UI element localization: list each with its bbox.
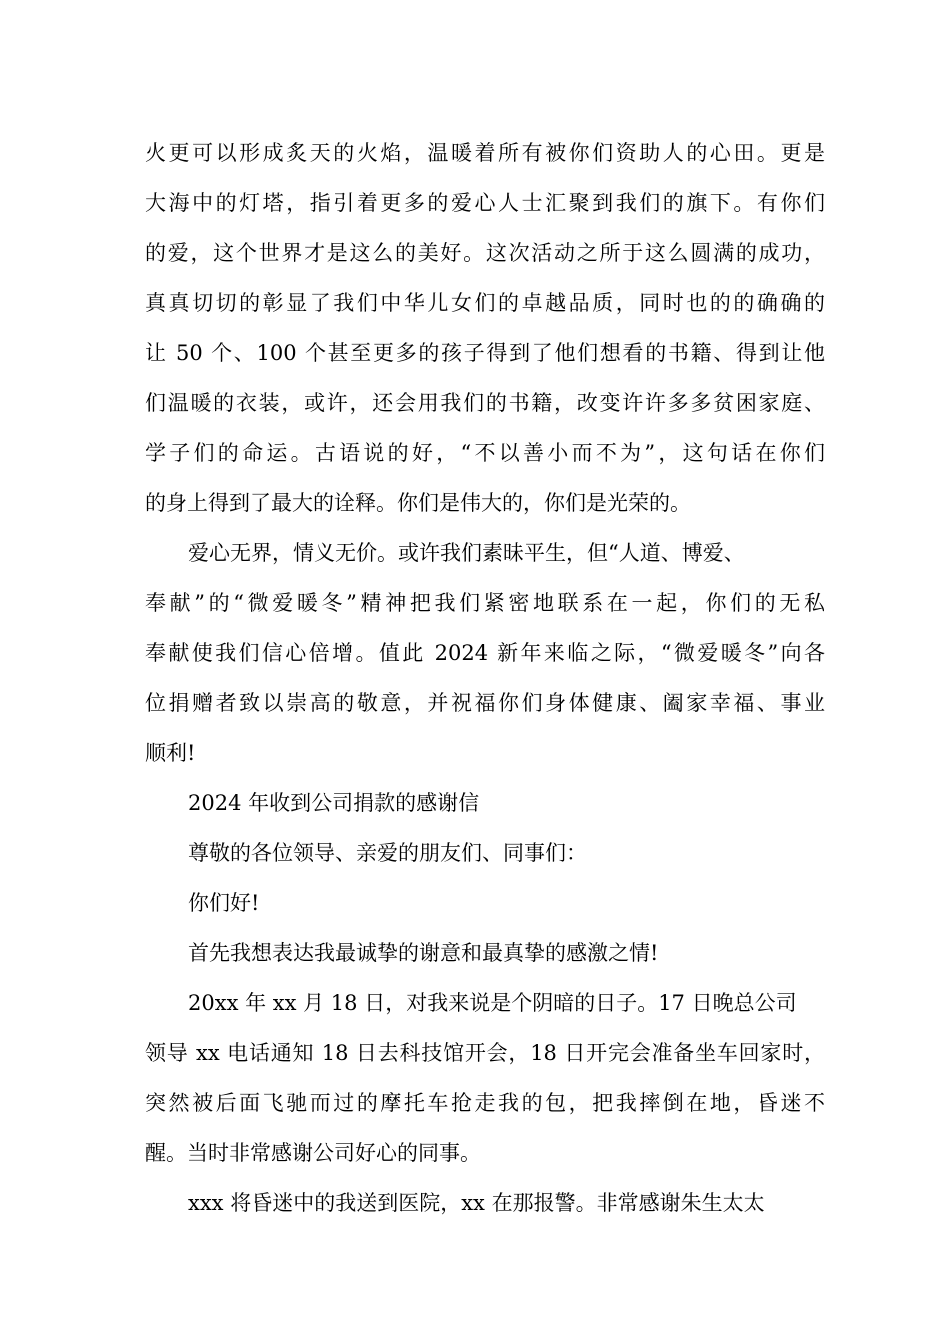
text-line: 大海中的灯塔，指引着更多的爱心人士汇聚到我们的旗下。有你们 [145,191,825,215]
letter-greeting: 你们好! [188,891,260,915]
text-line: 首先我想表达我最诚挚的谢意和最真挚的感激之情! [188,941,659,965]
text-line: 奉献使我们信心倍增。值此 2024 新年来临之际，“微爱暖冬”向各 [145,641,825,665]
text-line: 的身上得到了最大的诠释。你们是伟大的，你们是光荣的。 [145,491,691,515]
text-line: 20xx 年 xx 月 18 日，对我来说是个阴暗的日子。17 日晚总公司 [188,991,797,1015]
text-line: 让 50 个、100 个甚至更多的孩子得到了他们想看的书籍、得到让他 [145,341,825,365]
text-line: 们温暖的衣装，或许，还会用我们的书籍，改变许许多多贫困家庭、 [145,391,825,415]
letter-title: 2024 年收到公司捐款的感谢信 [188,791,480,815]
text-line: 奉献”的“微爱暖冬”精神把我们紧密地联系在一起，你们的无私 [145,591,825,615]
text-line: 火更可以形成炙天的火焰，温暖着所有被你们资助人的心田。更是 [145,141,825,165]
letter-salutation: 尊敬的各位领导、亲爱的朋友们、同事们： [188,841,587,865]
text-line: xxx 将昏迷中的我送到医院，xx 在那报警。非常感谢朱生太太 [188,1191,765,1215]
text-line: 位捐赠者致以崇高的敬意，并祝福你们身体健康、阖家幸福、事业 [145,691,825,715]
text-line: 醒。当时非常感谢公司好心的同事。 [145,1141,481,1165]
text-line: 顺利! [145,741,196,765]
text-line: 的爱，这个世界才是这么的美好。这次活动之所于这么圆满的成功， [145,241,825,265]
text-line: 领导 xx 电话通知 18 日去科技馆开会，18 日开完会准备坐车回家时， [145,1041,825,1065]
text-line: 突然被后面飞驰而过的摩托车抢走我的包，把我摔倒在地，昏迷不 [145,1091,825,1115]
text-line: 真真切切的彰显了我们中华儿女们的卓越品质，同时也的的确确的 [145,291,825,315]
document-body [145,128,825,1228]
text-line: 爱心无界，情义无价。或许我们素昧平生，但“人道、博爱、 [188,541,745,565]
text-line: 学子们的命运。古语说的好，“不以善小而不为”，这句话在你们 [145,441,825,465]
